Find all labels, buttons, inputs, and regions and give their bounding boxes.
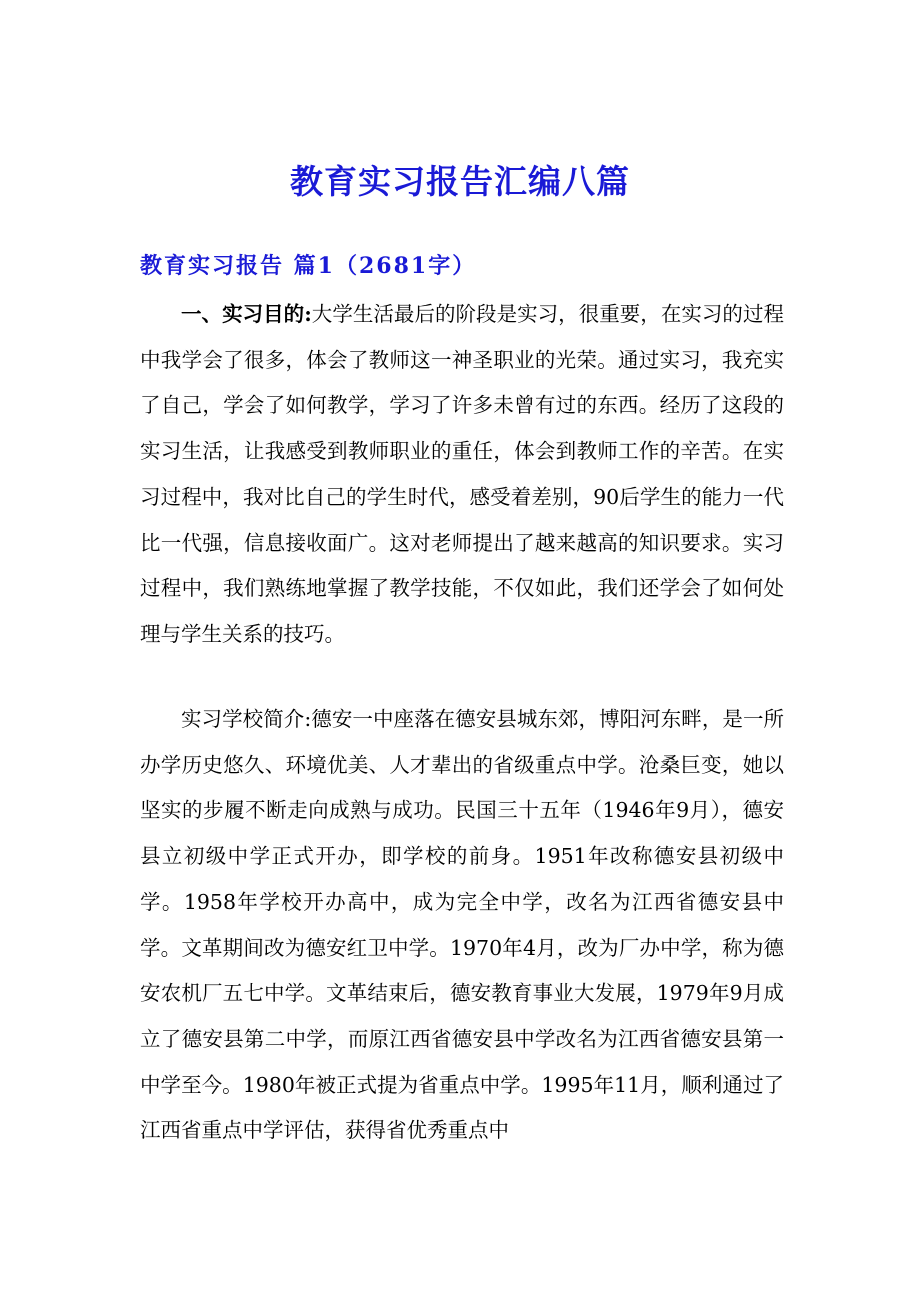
document-title: 教育实习报告汇编八篇 [290, 162, 630, 202]
paragraph-school-intro: 实习学校简介:德安一中座落在德安县城东郊，博阳河东畔，是一所办学历史悠久、环境优美、人才辈出的省级重点中学。沧桑巨变，她以坚实的步履不断走向成熟与成功。民国三十五年（1946年9月），德安县立初级中学正式开办，即学校的前身。1951年改称德安县初级中学。1958年学校开办高中，成为完全中学，改名为江西省德安县中学。文革期间改为德安红卫中学。1970年4月，改为厂办中学，称为德安农机厂五七中学。文革结束后，德安教育事业大发展，1979年9月成立了德安县第二中学，而原江西省德安县中学改名为江西省德安县第一中学至今。1980年被正式提为省重点中学。1995年11月，顺利通过了江西省重点中学评估，获得省优秀重点中 [140, 707, 784, 1143]
section-heading: 教育实习报告 篇1（2681字） [140, 253, 477, 280]
paragraph-body: 大学生活最后的阶段是实习，很重要，在实习的过程中我学会了很多，体会了教师这一神圣职业的光荣。通过实习，我充实了自己，学会了如何教学，学习了许多未曾有过的东西。经历了这段的实习生活，让我感受到教师职业的重任，体会到教师工作的辛苦。在实习过程中，我对比自己的学生时代，感受着差别，90后学生的能力一代比一代强，信息接收面广。这对老师提出了越来越高的知识要求。实习过程中，我们熟练地掌握了教学技能，不仅如此，我们还学会了如何处理与学生关系的技巧。 [140, 302, 784, 646]
paragraph-lead: 一、实习目的: [181, 302, 312, 326]
paragraph-internship-purpose [140, 292, 784, 658]
